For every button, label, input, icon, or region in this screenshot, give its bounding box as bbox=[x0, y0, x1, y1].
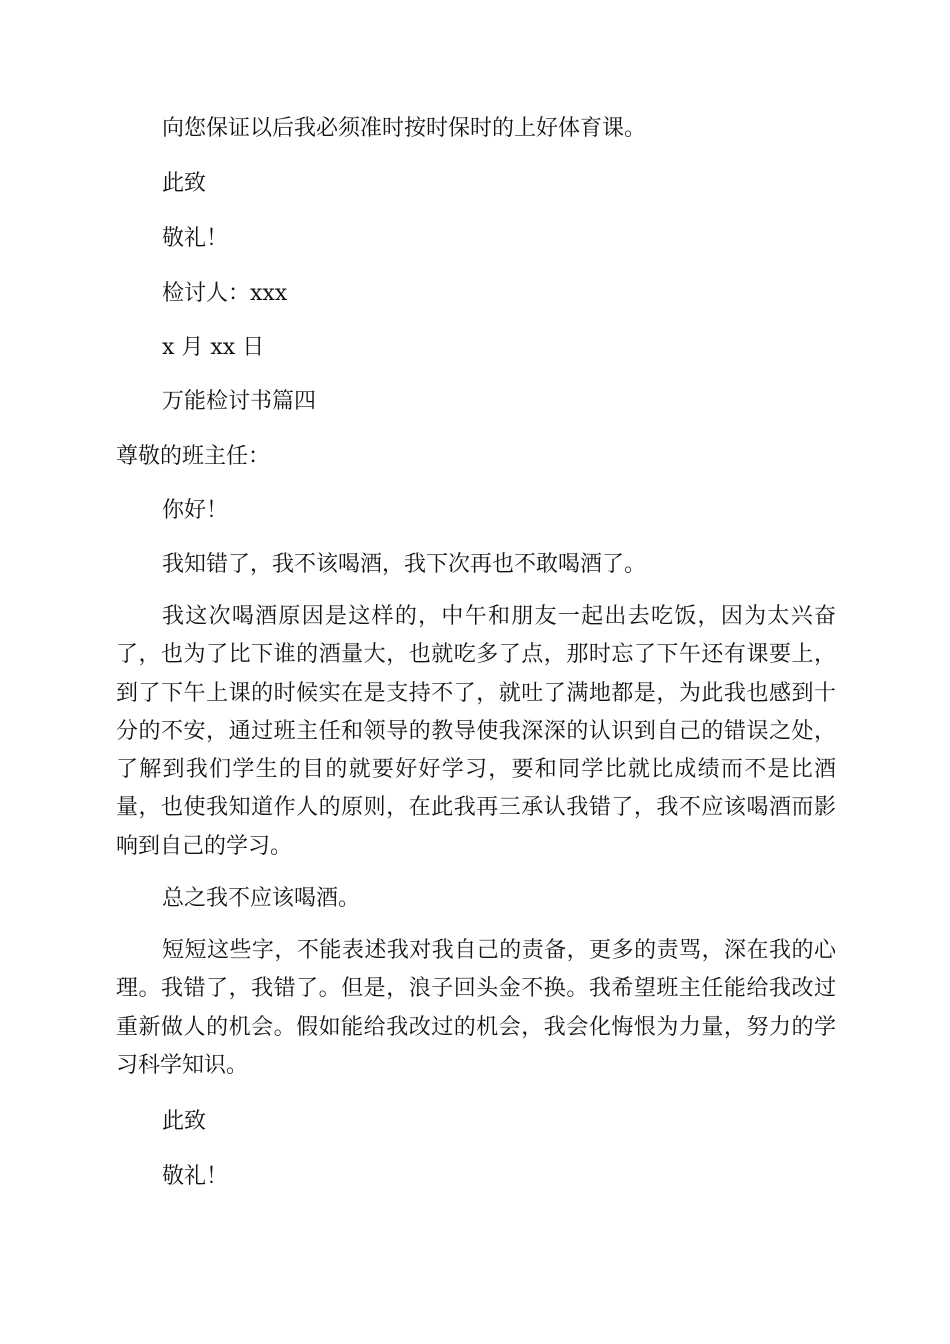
greeting: 你好！ bbox=[162, 498, 229, 523]
salute-jingli: 敬礼！ bbox=[162, 226, 229, 251]
date-line: x 月 xx 日 bbox=[162, 335, 265, 360]
signer-line: 检讨人：xxx bbox=[162, 281, 288, 306]
salute-jingli-2: 敬礼！ bbox=[162, 1164, 229, 1189]
pledge-line: 向您保证以后我必须准时按时保时的上好体育课。 bbox=[162, 116, 647, 141]
body-paragraph-reason: 我这次喝酒原因是这样的，中午和朋友一起出去吃饭，因为太兴奋了，也为了比下谁的酒量大，也就吃多了点，那时忘了下午还有课要上，到了下午上课的时候实在是支持不了，就吐了满地都是，为此我也感到十分的不安，通过班主任和领导的教导使我深深的认识到自己的错误之处，了解到我们学生的目的就要好好学习，要和同学比就比成绩而不是比酒量，也使我知道作人的原则，在此我再三承认我错了，我不应该喝酒而影响到自己的学习。 bbox=[116, 604, 836, 859]
closing-cizhi: 此致 bbox=[162, 171, 207, 196]
body-paragraph-remorse: 短短这些字，不能表述我对我自己的责备，更多的责骂，深在我的心理。我错了，我错了。但是，浪子回头金不换。我希望班主任能给我改过重新做人的机会。假如能给我改过的机会，我会化悔恨为力量，努力的学习科学知识。 bbox=[116, 938, 836, 1078]
salutation: 尊敬的班主任： bbox=[116, 444, 271, 469]
summary-line: 总之我不应该喝酒。 bbox=[162, 886, 361, 911]
closing-cizhi-2: 此致 bbox=[162, 1109, 207, 1134]
admission-line: 我知错了，我不该喝酒，我下次再也不敢喝酒了。 bbox=[162, 552, 647, 577]
section-title: 万能检讨书篇四 bbox=[162, 389, 317, 414]
